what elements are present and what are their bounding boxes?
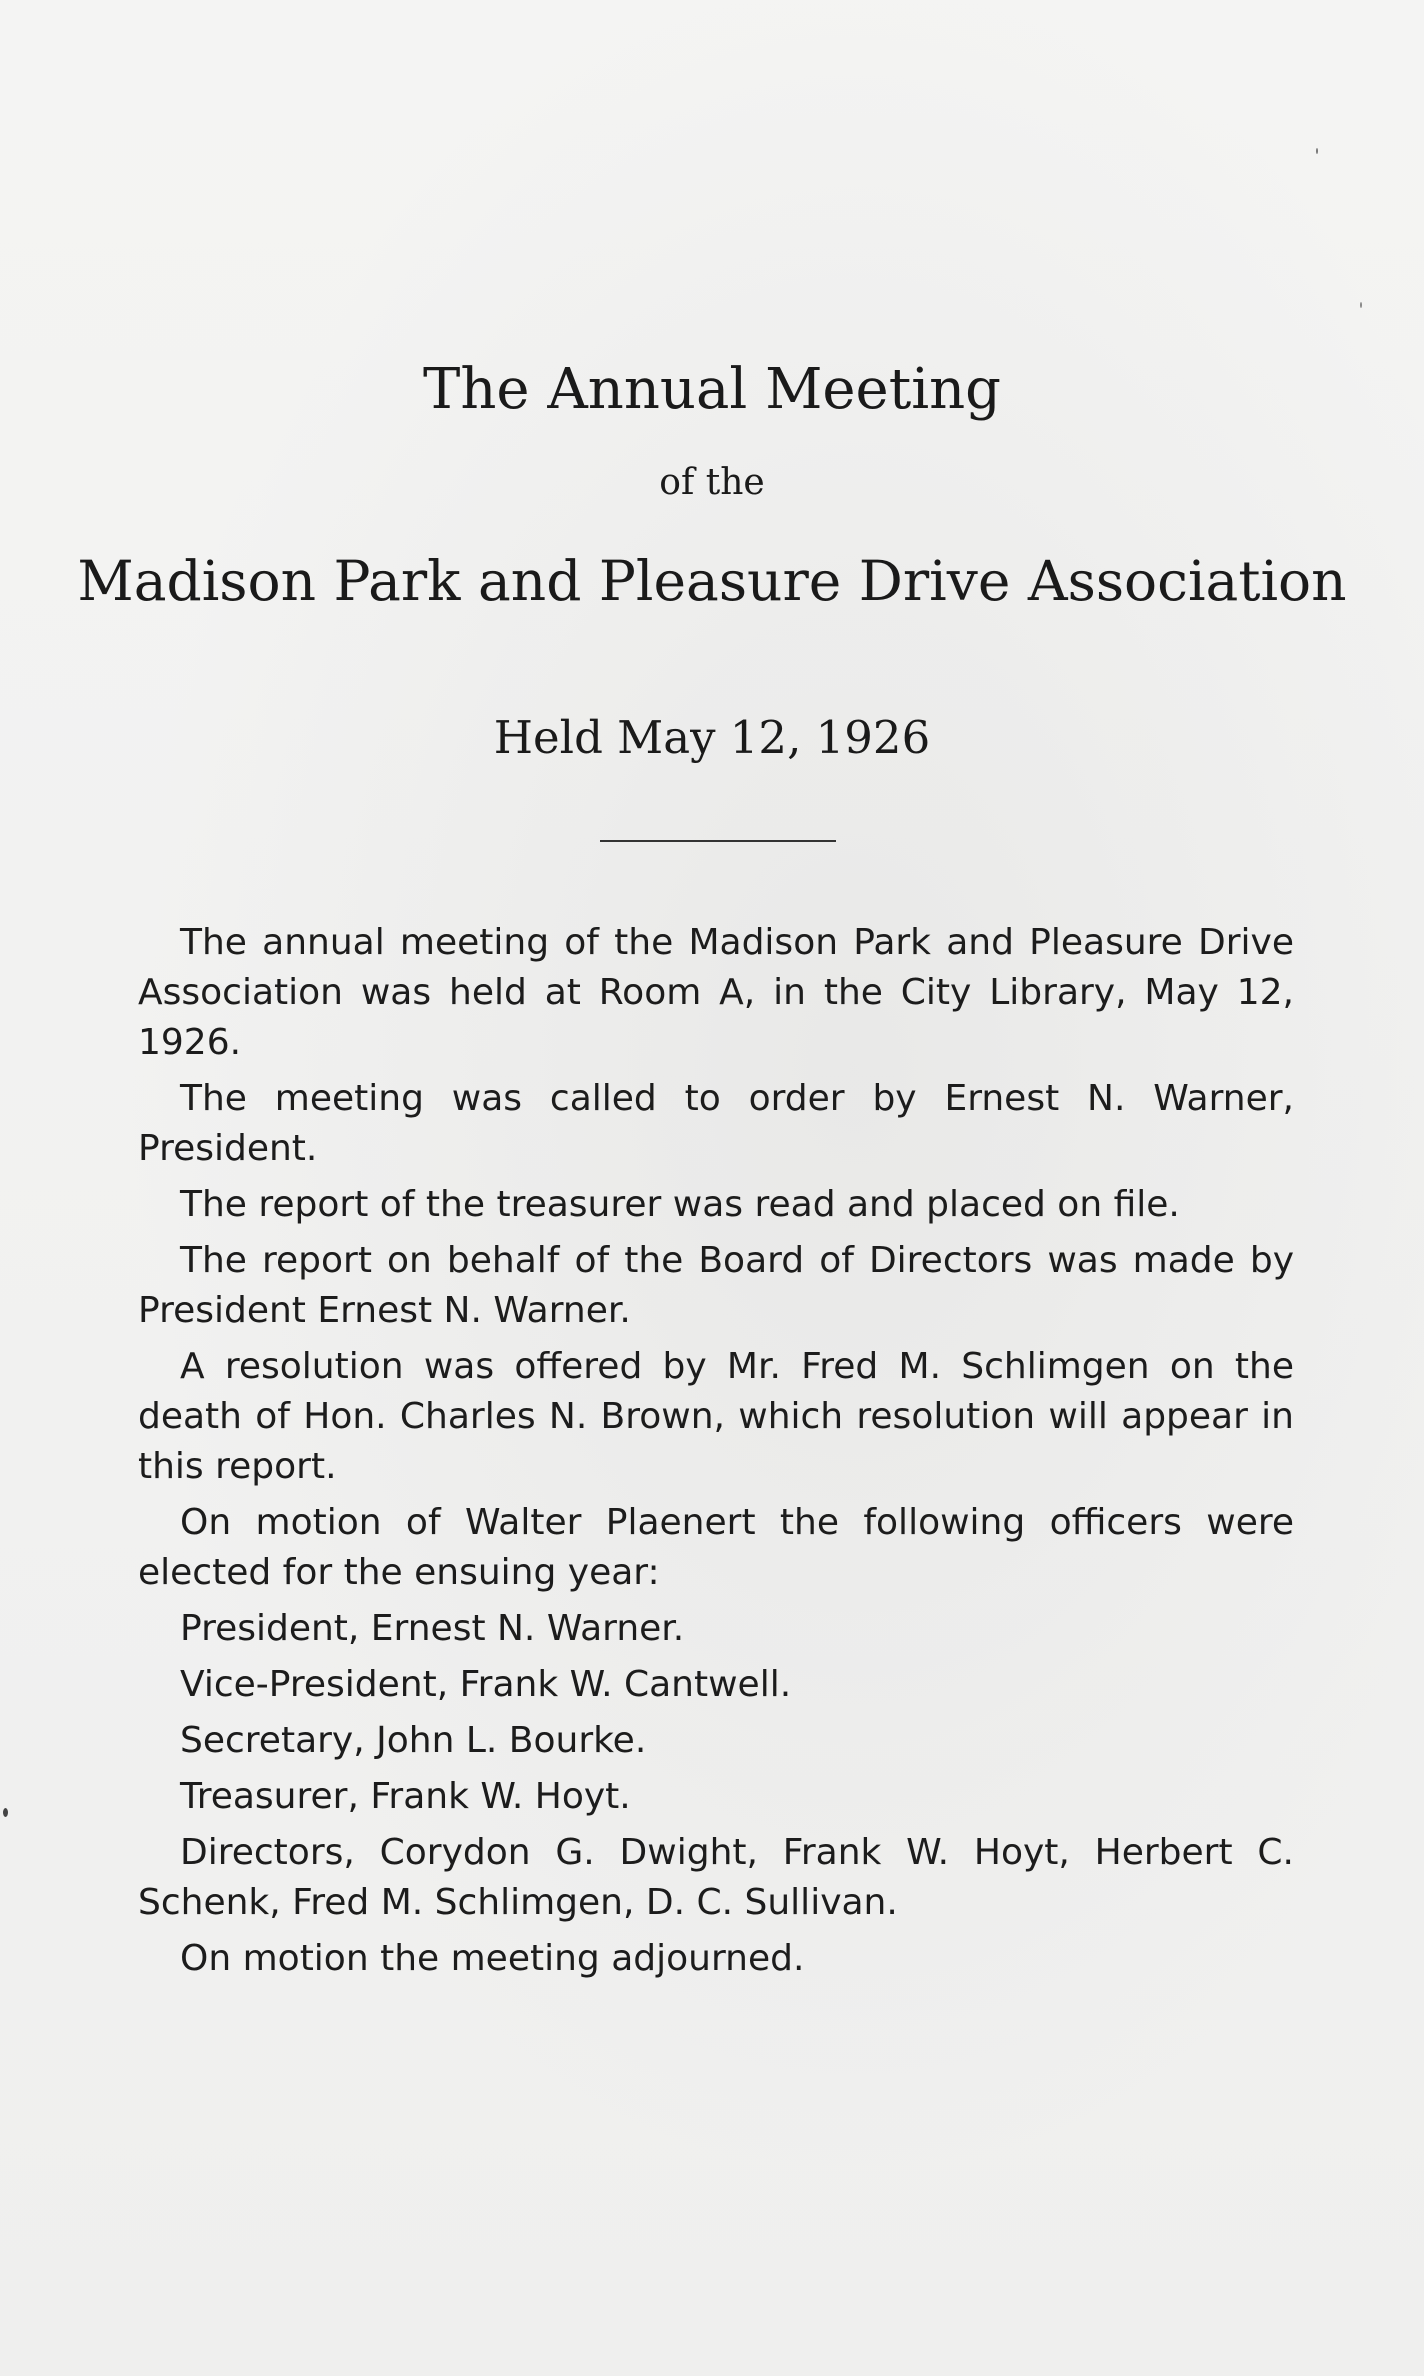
officer-president: President, Ernest N. Warner. — [180, 1608, 685, 1649]
officer-directors: Directors, Corydon G. Dwight, Frank W. Hoyt, Herbert C. Schenk, Fred M. Schlimgen, D. C. Sullivan. — [138, 1832, 1294, 1923]
meeting-date: Held May 12, 1926 — [493, 711, 931, 764]
paper-speck — [1316, 148, 1318, 154]
paragraph-call-to-order: The meeting was called to order by Ernest N. Warner, President. — [138, 1078, 1294, 1169]
officer-treasurer: Treasurer, Frank W. Hoyt. — [180, 1776, 631, 1817]
officer-vice-president: Vice-President, Frank W. Cantwell. — [180, 1664, 792, 1705]
organization-name: Madison Park and Pleasure Drive Association — [77, 549, 1347, 613]
divider-rule — [600, 840, 836, 842]
page-title: The Annual Meeting — [422, 357, 1002, 422]
paragraph-adjournment: On motion the meeting adjourned. — [180, 1938, 805, 1979]
paragraph-treasurer-report: The report of the treasurer was read and placed on file. — [180, 1184, 1180, 1225]
title-connector: of the — [659, 462, 765, 503]
paragraph-resolution: A resolution was offered by Mr. Fred M. Schlimgen on the death of Hon. Charles N. Brown, which resolution will appear in this report. — [138, 1346, 1294, 1487]
minutes-body — [138, 918, 1294, 1990]
officer-secretary: Secretary, John L. Bourke. — [180, 1720, 647, 1761]
paragraph-election-motion: On motion of Walter Plaenert the following officers were elected for the ensuing year: — [138, 1502, 1294, 1593]
paper-speck — [3, 1808, 8, 1817]
paper-speck — [1360, 302, 1362, 308]
paragraph-board-report: The report on behalf of the Board of Directors was made by President Ernest N. Warner. — [138, 1240, 1294, 1331]
paragraph-meeting-location: The annual meeting of the Madison Park and Pleasure Drive Association was held at Room A, in the City Library, May 12, 1926. — [138, 922, 1294, 1063]
